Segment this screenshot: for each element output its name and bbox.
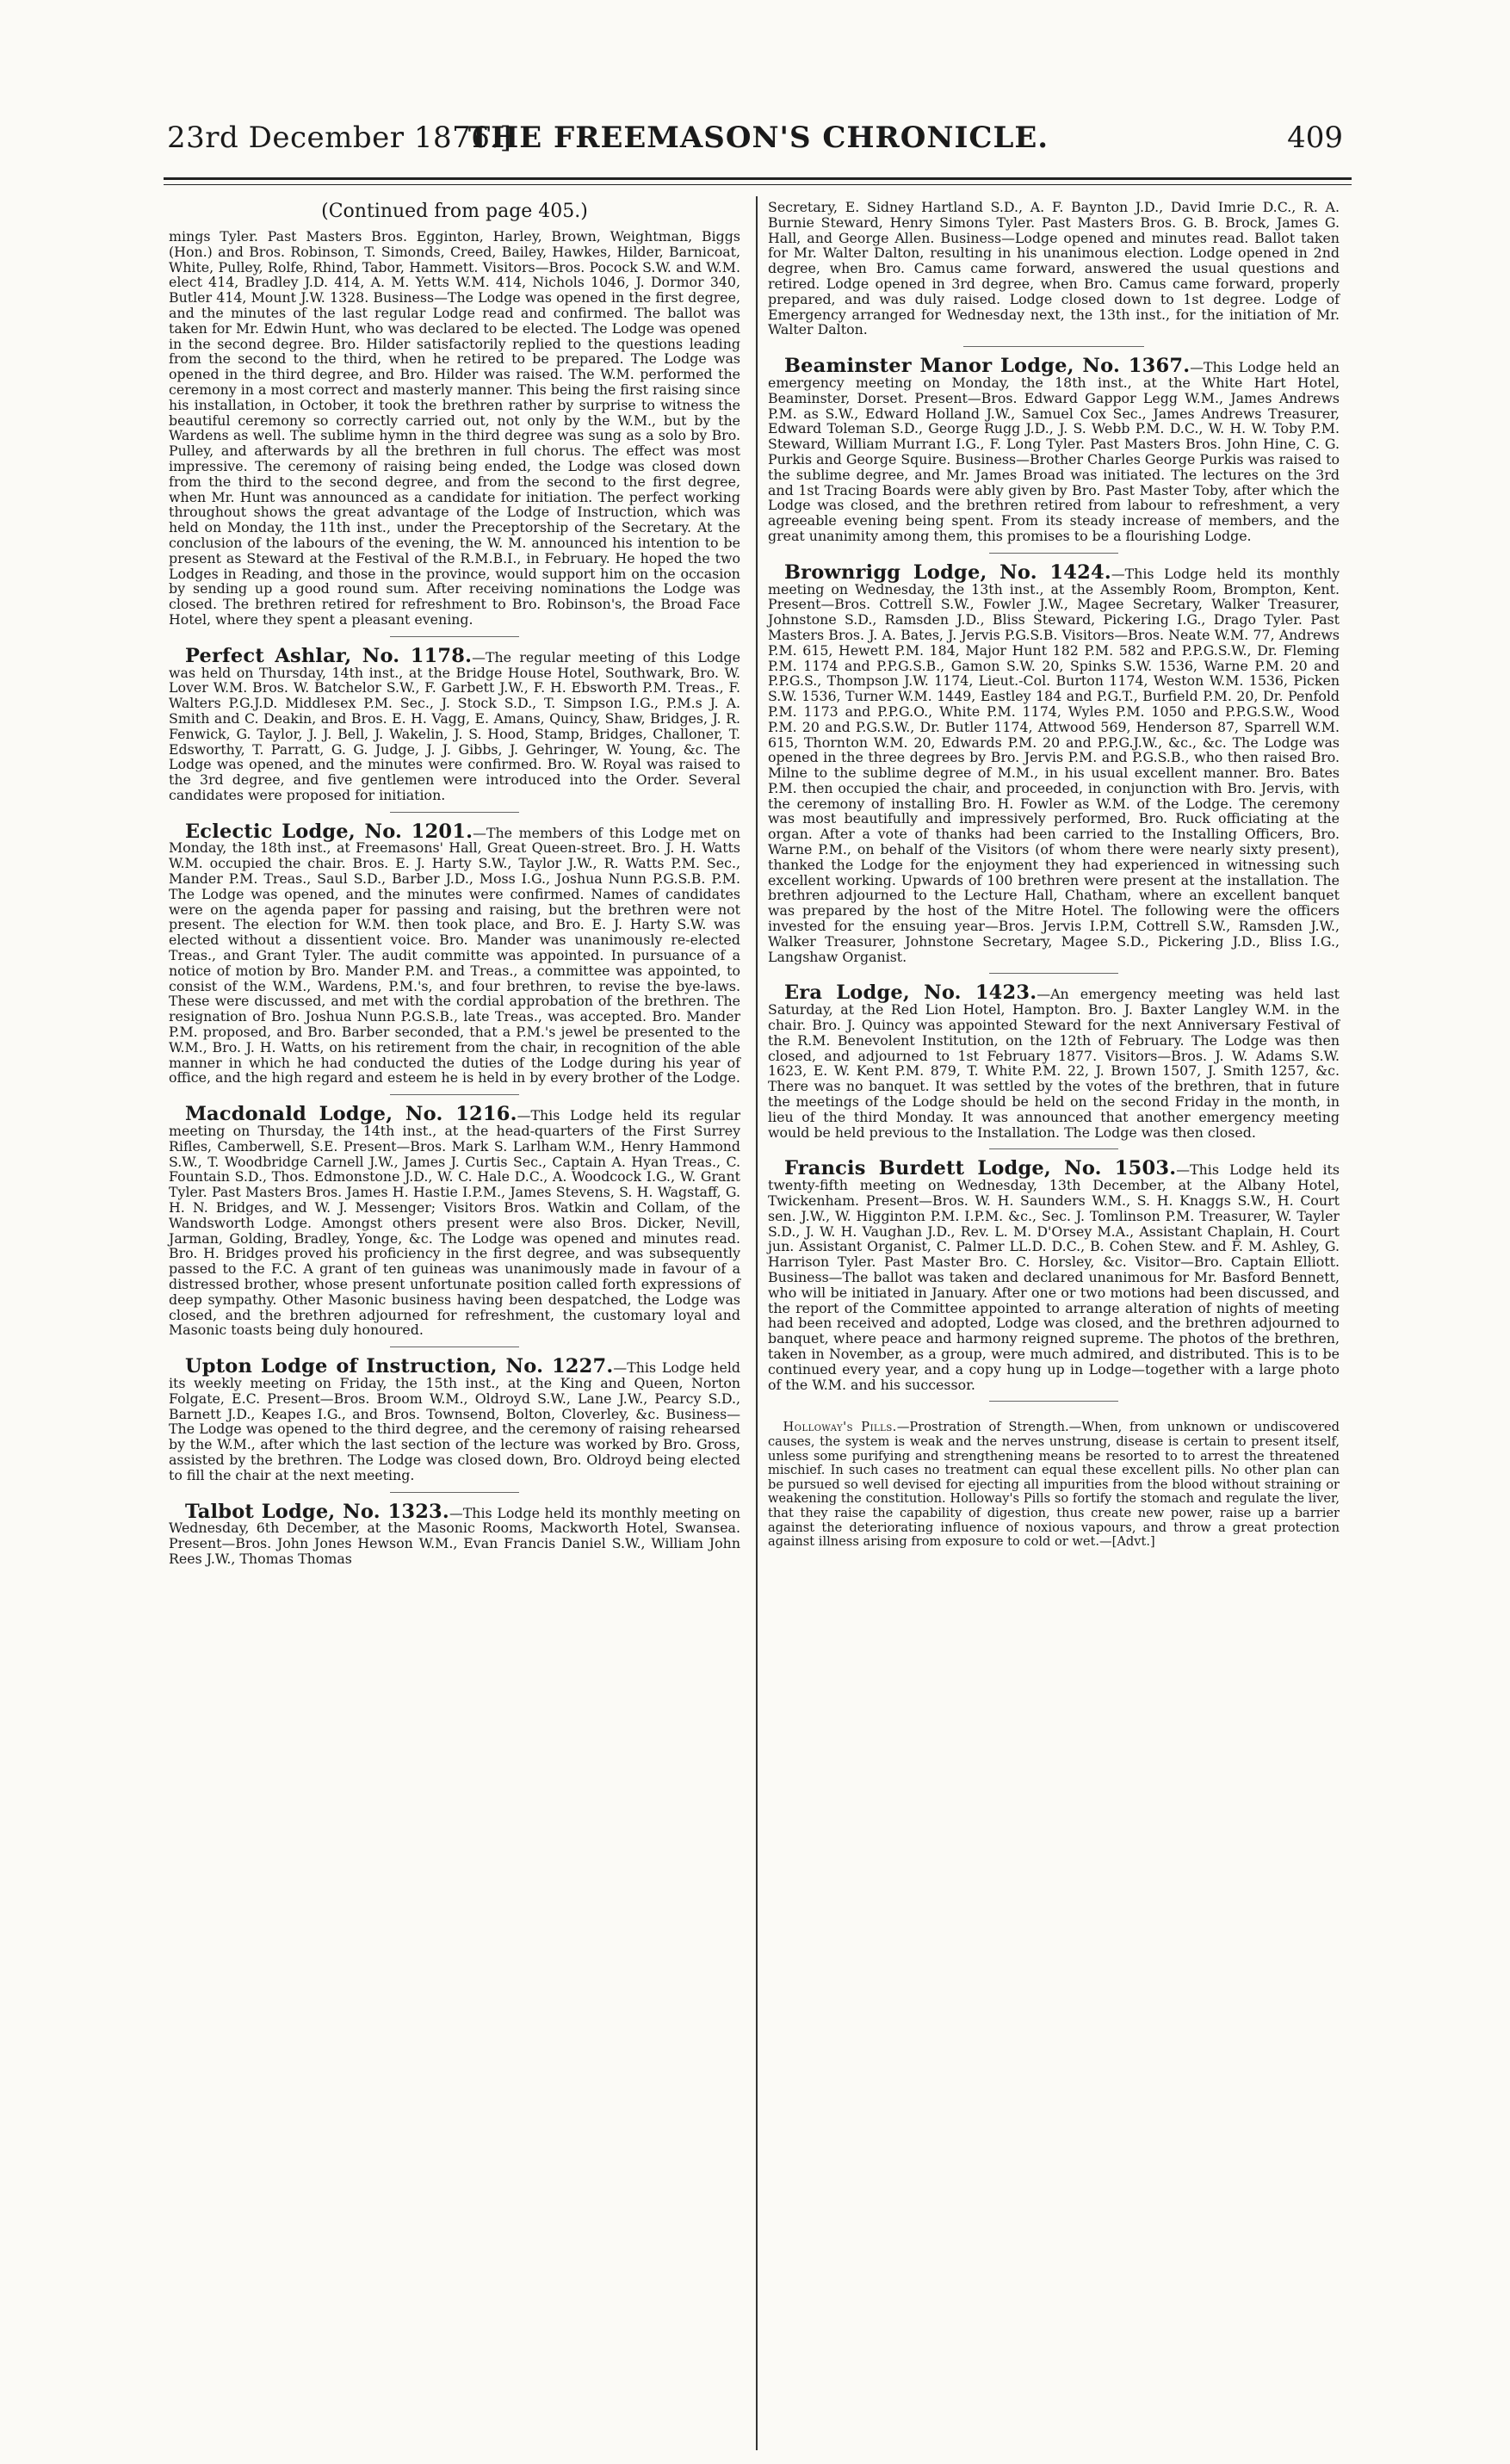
- article-body: —This Lodge held its monthly meeting on Wednesday, 6th December, at the Masonic Rooms, Mackworth Hotel, Swansea. Present—Bros. John Jones Hewson W.M., Evan Francis Daniel S.W., William John Rees J.W., Thomas Thomas: [169, 1504, 740, 1567]
- article-francis-burdett-lodge: [768, 1157, 1340, 1393]
- article-talbot-lodge: [169, 1500, 740, 1567]
- separator: [989, 1401, 1118, 1402]
- separator: [989, 553, 1118, 554]
- continued-note: (Continued from page 405.): [321, 201, 588, 222]
- article-brownrigg-lodge: [768, 560, 1340, 965]
- left-column: [169, 200, 740, 1576]
- article-title: Francis Burdett Lodge, No. 1503.: [783, 1157, 1177, 1180]
- separator: [963, 346, 1144, 347]
- article-macdonald-lodge: [169, 1103, 741, 1339]
- article-era-lodge: [768, 981, 1340, 1141]
- article-body: mings Tyler. Past Masters Bros. Egginton, Harley, Brown, Weightman, Biggs (Hon.) and Bros. Robinson, T. Simonds, Creed, Bailey, Hawkes, Hilder, Barnicoat, White, Pulley, Rolfe, Rhind, Tabor, Hammett. Visitors—Bros. Pocock S.W. and W.M. elect 414, Bradley J.D. 414, A. M. Yetts W.M. 414, Nichols 1046, J. Dormor 340, Butler 414, Mount J.W. 1328. Business—The Lodge was opened in the first degree, and the minutes of the last regular Lodge read and confirmed. The ballot was taken for Mr. Edwin Hunt, who was declared to be elected. The Lodge was opened in the second degree. Bro. Hilder satisfactorily replied to the questions leading from the second to the third, when he retired to be prepared. The Lodge was opened in the third degree, and Bro. Hilder was raised. The W.M. performed the ceremony in a most correct and masterly manner. This being the first raising since his installation, in October, it took the brethren rather by surprise to witness the beautiful ceremony so correctly carried out, not only by the W.M., but by the Wardens as well. The sublime hymn in the third degree was sung as a solo by Bro. Pulley, and afterwards by all the brethren in full chorus. The effect was most impressive. The ceremony of raising being ended, the Lodge was closed down from the third to the second degree, and from the second to the first degree, when Mr. Hunt was announced as a candidate for initiation. The perfect working throughout shows the great advantage of the Lodge of Instruction, which was held on Monday, the 11th inst., under the Preceptorship of the Secretary. At the conclusion of the labours of the evening, the W. M. announced his intention to be present as Steward at the Festival of the R.M.B.I., in February. He hoped the two Lodges in Reading, and those in the province, would support him on the occasion by sending up a good round sum. After receiving nominations the Lodge was closed. The brethren retired for refreshment to Bro. Robinson's, the Broad Face Hotel, where they spent a pleasant evening.: [169, 228, 740, 628]
- article-body: —The members of this Lodge met on Monday, the 18th inst., at Freemasons' Hall, Great Queen-street. Bro. J. H. Watts W.M. occupied the chair. Bros. E. J. Harty S.W., Taylor J.W., R. Watts P.M. Sec., Mander P.M. Treas., Saul S.D., Barber J.D., Moss I.G., Joshua Nunn P.G.S.B. P.M. The Lodge was opened, and the minutes were confirmed. Names of candidates were on the agenda paper for passing and raising, but the brethren were not present. The election for W.M. then took place, and Bro. E. J. Harty S.W. was elected without a dissentient voice. Bro. Mander was unanimously re-elected Treas., and Grant Tyler. The audit committe was appointed. In pursuance of a notice of motion by Bro. Mander P.M. and Treas., a committee was appointed, to consist of the W.M., Wardens, P.M.'s, and four brethren, to revise the bye-laws. These were discussed, and met with the cordial approbation of the brethren. The resignation of Bro. Joshua Nunn P.G.S.B., late Treas., was accepted. Bro. Mander P.M. proposed, and Bro. Barber seconded, that a P.M.'s jewel be presented to the W.M., Bro. J. H. Watts, on his retirement from the chair, in recognition of the able manner in which he had conducted the duties of the Lodge during his year of office, and the high regard and esteem he is held in by every brother of the Lodge.: [169, 824, 740, 1087]
- header-date: 23rd December 1876.]: [167, 121, 512, 155]
- article-continuation: [768, 200, 1340, 337]
- article-title: Eclectic Lodge, No. 1201.: [184, 820, 473, 843]
- article-perfect-ashlar: [169, 644, 740, 803]
- separator: [390, 636, 519, 637]
- article-beaminster-manor-lodge: [768, 355, 1340, 544]
- right-column: [768, 200, 1340, 1550]
- article-body: —This Lodge held its weekly meeting on Friday, the 15th inst., at the King and Queen, Norton Folgate, E.C. Present—Bros. Broom W.M., Oldroyd S.W., Lane J.W., Pearcy S.D., Barnett J.D., Keapes I.G., and Bros. Townsend, Bolton, Cloverley, &c. Business—The Lodge was opened to the third degree, and the ceremony of raising rehearsed by the W.M., after which the last section of the lecture was worked by Bro. Gross, assisted by the brethren. The Lodge was closed down, Bro. Oldroyd being elected to fill the chair at the next meeting.: [169, 1359, 740, 1483]
- article-eclectic-lodge: [169, 820, 740, 1087]
- article-title: Perfect Ashlar, No. 1178.: [184, 644, 473, 667]
- article-title: Era Lodge, No. 1423.: [783, 981, 1037, 1005]
- separator: [390, 1094, 519, 1095]
- article-body: —The regular meeting of this Lodge was held on Thursday, 14th inst., at the Bridge House Hotel, Southwark, Bro. W. Lover W.M. Bros. W. Batchelor S.W., F. Garbett J.W., F. H. Ebsworth P.M. Treas., F. Walters P.G.J.D. Middlesex P.M. Sec., J. Stock S.D., T. Simpson I.G., P.M.s J. A. Smith and C. Deakin, and Bros. E. H. Vagg, E. Amans, Quincy, Shaw, Bridges, J. R. Fenwick, G. Taylor, J. J. Bell, J. Wakelin, J. S. Hood, Stamp, Bridges, Challoner, T. Edsworthy, T. Parratt, G. G. Judge, J. J. Gibbs, J. Gehringer, W. Young, &c. The Lodge was opened, and the minutes were confirmed. Bro. W. Royal was raised to the 3rd degree, and five gentlemen were introduced into the Order. Several candidates were proposed for initiation.: [169, 648, 740, 803]
- separator: [390, 1492, 519, 1493]
- advertisement-brand: Holloway's Pills.: [783, 1420, 897, 1435]
- article-body: —This Lodge held its regular meeting on Thursday, the 14th inst., at the head-quarters of the First Surrey Rifles, Camberwell, S.E. Present—Bros. Mark S. Larlham W.M., Henry Hammond S.W., T. Woodbridge Carnell J.W., James J. Curtis Sec., Captain A. Hyan Treas., C. Fountain S.D., Thos. Edmonstone J.D., W. C. Hale D.C., A. Woodcock I.G., W. Grant Tyler. Past Masters Bros. James H. Hastie I.P.M., James Stevens, S. H. Wagstaff, G. H. N. Bridges, and W. J. Messenger; Visitors Bros. Watkin and Collam, of the Wandsworth Lodge. Amongst others present were also Bros. Dicker, Nevill, Jarman, Golding, Bradley, Yonge, &c. The Lodge was opened and minutes read. Bro. H. Bridges proved his proficiency in the first degree, and was subsequently passed to the F.C. A grant of ten guineas was unanimously made in favour of a distressed brother, whose present unfortunate position called forth expressions of deep sympathy. Other Masonic business having been despatched, the Lodge was closed, and the brethren adjourned for refreshment, the customary loyal and Masonic toasts being duly honoured.: [169, 1107, 741, 1339]
- article-title: Brownrigg Lodge, No. 1424.: [783, 560, 1111, 584]
- advertisement: [768, 1421, 1340, 1549]
- page-header: [167, 119, 1350, 162]
- article-upton-lodge: [169, 1355, 740, 1483]
- article-title: Talbot Lodge, No. 1323.: [184, 1500, 449, 1523]
- article-body: Secretary, E. Sidney Hartland S.D., A. F. Baynton J.D., David Imrie D.C., R. A. Burnie Steward, Henry Simons Tyler. Past Masters Bros. G. B. Brock, James G. Hall, and George Allen. Business—Lodge opened and minutes read. Ballot taken for Mr. Walter Dalton, resulting in his unanimous election. Lodge opened in 2nd degree, when Bro. Camus came forward, answered the usual questions and retired. Lodge opened in 3rd degree, when Bro. Camus came forward, properly prepared, and was duly raised. Lodge closed down to 1st degree. Lodge of Emergency arranged for Wednesday next, the 13th inst., for the initiation of Mr. Walter Dalton.: [768, 199, 1340, 338]
- separator: [989, 973, 1118, 974]
- article-title: Macdonald Lodge, No. 1216.: [184, 1103, 517, 1126]
- advertisement-body: —Prostration of Strength.—When, from unknown or undiscovered causes, the system is weak and the nerves unstrung, disease is certain to present itself, unless some purifying and strengthening means be resorted to to arrest the threatened mischief. In such cases no treatment can equal these excellent pills. No other plan can be pursued so well devised for ejecting all impurities from the blood without straining or weakening the constitution. Holloway's Pills so fortify the stomach and regulate the liver, that they raise the capability of digestion, thus create new power, raise up a barrier against the deteriorating influence of noxious vapours, and throw a great protection against illness arising from exposure to cold or wet.—[Advt.]: [768, 1420, 1340, 1550]
- article-body: —This Lodge held its monthly meeting on Wednesday, the 13th inst., at the Assembly Room, Brompton, Kent. Present—Bros. Cottrell S.W., Fowler J.W., Magee Secretary, Walker Treasurer, Johnstone S.D., Ramsden J.D., Bliss Steward, Pickering I.G., Drago Tyler. Past Masters Bros. J. A. Bates, J. Jervis P.G.S.B. Visitors—Bros. Neate W.M. 77, Andrews P.M. 615, Hewett P.M. 184, Major Hunt 182 P.M. 582 and P.P.G.S.W., Dr. Fleming P.M. 1174 and P.P.G.S.B., Gamon S.W. 20, Spinks S.W. 1536, Warne P.M. 20 and P.P.G.S., Thompson J.W. 1174, Lieut.-Col. Burton 1174, Weston W.M. 1536, Picken S.W. 1536, Turner W.M. 1449, Eastley 184 and P.G.T., Burfield P.M. 20, Dr. Penfold P.M. 1173 and P.P.G.O., White P.M. 1174, Wyles P.M. 1050 and P.P.G.S.W., Wood P.M. 20 and P.G.S.W., Dr. Butler 1174, Attwood 569, Henderson 87, Sparrell W.M. 615, Thornton W.M. 20, Edwards P.M. 20 and P.P.G.J.W., &c., &c. The Lodge was opened in the three degrees by Bro. Jervis P.M. and P.G.S.B., who then raised Bro. Milne to the sublime degree of M.M., in his usual excellent manner. Bro. Bates P.M. then occupied the chair, and proceeded, in conjunction with Bro. Jervis, with the ceremony of installing Bro. H. Fowler as W.M. of the Lodge. The ceremony was most beautifully and impressively performed, Bro. Ruck officiating at the organ. After a vote of thanks had been carried to the Installing Officers, Bro. Warne P.M., on behalf of the Visitors (of whom there were nearly sixty present), thanked the Lodge for the enjoyment they had experienced in witnessing such excellent working. Upwards of 100 brethren were present at the installation. The brethren adjourned to the Lecture Hall, Chatham, where an excellent banquet was prepared by the host of the Mitre Hotel. The following were the officers invested for the ensuing year—Bros. Jervis I.P.M, Cottrell S.W., Ramsden J.W., Walker Treasurer, Johnstone Secretary, Magee S.D., Pickering J.D., Bliss I.G., Langshaw Organist.: [768, 565, 1340, 965]
- header-rule-thin: [164, 184, 1352, 185]
- header-title: THE FREEMASON'S CHRONICLE.: [467, 121, 1049, 155]
- article-title: Upton Lodge of Instruction, No. 1227.: [184, 1355, 614, 1378]
- article-body: —An emergency meeting was held last Saturday, at the Red Lion Hotel, Hampton. Bro. J. Baxter Langley W.M. in the chair. Bro. J. Quincy was appointed Steward for the next Anniversary Festival of the R.M. Benevolent Institution, on the 12th of February. The Lodge was then closed, and adjourned to 1st February 1877. Visitors—Bros. J. W. Adams S.W. 1623, E. W. Kent P.M. 879, T. White P.M. 22, J. Brown 1507, J. Smith 1257, &c. There was no banquet. It was settled by the votes of the brethren, that in future the meetings of the Lodge should be held on the second Friday in the month, in lieu of the third Monday. It was announced that another emergency meeting would be held previous to the Installation. The Lodge was then closed.: [768, 986, 1340, 1141]
- header-rule: [164, 177, 1352, 180]
- column-divider: [756, 196, 758, 2450]
- separator: [989, 1148, 1118, 1149]
- article-title: Beaminster Manor Lodge, No. 1367.: [783, 355, 1191, 378]
- article-body: —This Lodge held an emergency meeting on Monday, the 18th inst., at the White Hart Hotel, Beaminster, Dorset. Present—Bros. Edward Gappor Legg W.M., James Andrews P.M. as S.W., Edward Holland J.W., Samuel Cox Sec., James Andrews Treasurer, Edward Toleman S.D., George Rugg J.D., J. S. Webb P.M. D.C., W. H. W. Toby P.M. Steward, William Murrant I.G., F. Long Tyler. Past Masters Bros. John Hine, C. G. Purkis and George Squire. Business—Brother Charles George Purkis was raised to the sublime degree, and Mr. James Broad was initiated. The lectures on the 3rd and 1st Tracing Boards were ably given by Bro. Past Master Toby, after which the Lodge was closed, and the brethren retired from labour to refreshment, a very agreeable evening being spent. From its steady increase of members, and the great unanimity among them, this promises to be a flourishing Lodge.: [768, 359, 1340, 544]
- article-continuation: [169, 229, 740, 628]
- page-number: 409: [1287, 121, 1343, 155]
- separator: [390, 812, 519, 813]
- article-body: —This Lodge held its twenty-fifth meeting on Wednesday, 13th December, at the Albany Hotel, Twickenham. Present—Bros. W. H. Saunders W.M., S. H. Knaggs S.W., H. Court sen. J.W., W. Higginton P.M. I.P.M. &c., Sec. J. Tomlinson P.M. Treasurer, W. Tayler S.D., J. W. H. Vaughan J.D., Rev. L. M. D'Orsey M.A., Assistant Chaplain, H. Court jun. Assistant Organist, C. Palmer LL.D. D.C., B. Cohen Stew. and F. M. Ashley, G. Harrison Tyler. Past Master Bro. C. Horsley, &c. Visitor—Bro. Captain Elliott. Business—The ballot was taken and declared unanimous for Mr. Basford Bennett, who will be initiated in January. After one or two motions had been discussed, and the report of the Committee appointed to arrange alteration of nights of meeting had been received and adopted, Lodge was closed, and the brethren adjourned to banquet, where peace and harmony reigned supreme. The photos of the brethren, taken in November, as a group, were much admired, and distributed. This is to be continued every year, and a copy hung up in Lodge—together with a large photo of the W.M. and his successor.: [768, 1161, 1340, 1393]
